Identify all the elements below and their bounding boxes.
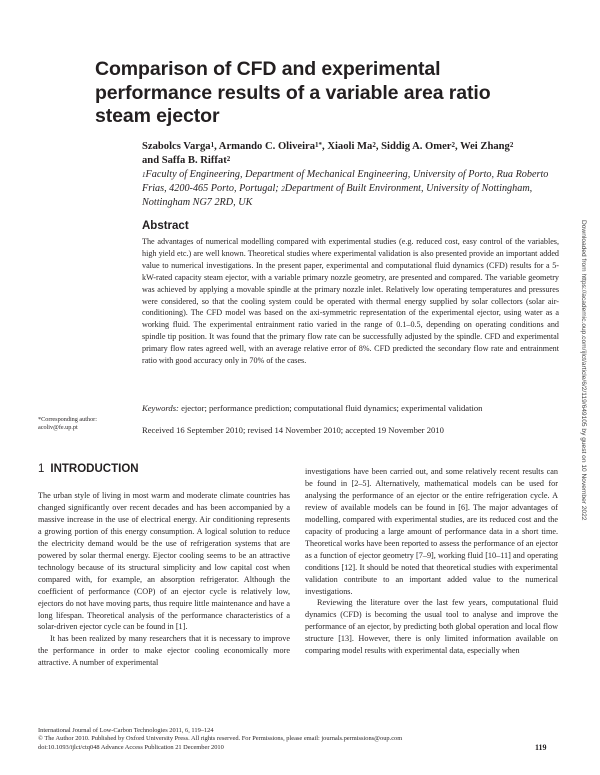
- paper-title: Comparison of CFD and experimental performance results of a variable area ratio steam ejector: [95, 58, 491, 127]
- author-name: Xiaoli Ma: [327, 141, 373, 152]
- copyright-notice: © The Author 2010. Published by Oxford University Press. All rights reserved. For Permissions, please email: journals.permissions@oup.com: [38, 735, 403, 743]
- download-watermark: Downloaded from https://academic.oup.com/ijlct/article/6/2/119/649105 by guest on 10 November 2022: [580, 220, 587, 521]
- body-paragraph: It has been realized by many researchers that it is necessary to improve the performance in order to make ejector cooling economically more attractive. A number of experimental: [38, 634, 290, 668]
- body-paragraph: investigations have been carried out, and some relatively recent results can be found in [2–5]. Alternatively, mathematical models can be used for analysing the performance of an ejector or the entire refrigeration cycle. A review of available models can be found in [6]. The major advantages of modelling, compared with experimental studies, are its reduced cost and the capacity of producing a large amount of performance data in a short time. Theoretical works have been reported to assess the performance of an ejector as a function of ejector geometry [7–9], working fluid [10–11] and operating conditions [12]. It should be noted that theoretical studies with experimental validation contribute to an important added value to the numerical investigations.: [305, 467, 558, 596]
- affiliation-1: Faculty of Engineering, Department of Mechanical Engineering, University of Porto, Rua Roberto Frias, 4200-465 Porto, Portugal;: [142, 169, 549, 194]
- keywords-text: ejector; performance prediction; computational fluid dynamics; experimental validation: [181, 403, 483, 413]
- journal-citation: International Journal of Low-Carbon Technologies 2011, 6, 119–124: [38, 727, 214, 734]
- author-affiliation-mark: 2: [509, 141, 514, 149]
- author-name: Armando C. Oliveira: [218, 141, 316, 152]
- author-name: Szabolcs Varga: [142, 141, 211, 152]
- keywords: [142, 402, 562, 414]
- corresponding-label: *Corresponding author:: [38, 416, 97, 423]
- body-paragraph: Reviewing the literature over the last few years, computational fluid dynamics (CFD) is becoming the usual tool to analyse and improve the performance of an ejector, by predicting both global operation and local flow structure [13]. However, there is only limited information available on comparing model results with experimental data, especially when: [305, 598, 558, 656]
- corresponding-email[interactable]: acoliv@fe.up.pt: [38, 424, 78, 431]
- affiliation-mark: 2: [281, 185, 285, 193]
- affiliations: [142, 168, 562, 210]
- author-affiliation-mark: 2: [451, 141, 455, 149]
- section-number: 1: [38, 463, 45, 475]
- author-name: Wei Zhang: [460, 141, 510, 152]
- left-column: [38, 490, 290, 669]
- page-number: 119: [535, 743, 547, 752]
- author-line-1: Szabolcs Varga$^1$, Armando C. Oliveira$^{1*}$, Xiaoli Ma$^2$, Siddig A. Omer$^2$, Wei Zhang$^2$: [142, 141, 514, 152]
- body-paragraph: The urban style of living in most warm and moderate climate countries has changed significantly over recent decades and has been accompanied by a massive increase in the use of electrical energy. Air conditioning represents a growing portion of this energy consumption. A logical solution to reduce the electricity demand would be the use of refrigeration systems that are powered by solar thermal energy. Ejector cooling seems to be an attractive technology because of its structural simplicity and low capital cost when compared with, for example, an absorption refrigerator. Although the coefficient of performance (COP) of an ejector cycle is relatively low, ejectors do not have moving parts, thus require little maintenance and have a long lifespan. Theoretical analysis of the performance characteristics of a solar-driven ejector cycle can be found in [1].: [38, 491, 290, 632]
- author-name: Siddig A. Omer: [381, 141, 452, 152]
- keywords-label: Keywords:: [142, 403, 179, 413]
- affiliation-mark: 1: [142, 171, 146, 179]
- author-affiliation-mark: 2: [372, 141, 376, 149]
- abstract-body: The advantages of numerical modelling compared with experimental studies (e.g. reduced cost, easy control of the variables, high yield etc.) are well known. Theoretical studies where experimental validation is also presented provide an important added value to numerical investigations. In the present paper, experimental and computational fluid dynamics (CFD) results for a 5-kW-rated capacity steam ejector, with a variable primary nozzle geometry, are presented and compared. The variable geometry was achieved by applying a movable spindle at the primary nozzle inlet. Relatively low operating temperatures and pressures were considered, so that the cooling system could be operated with thermal energy supplied by solar collectors (solar air-conditioning). The CFD model was based on the axi-symmetric representation of the experimental ejector, using water as a working fluid. The experimental entrainment ratio varied in the range of 0.1–0.5, depending on operating conditions and spindle tip position. It was found that the primary flow rate can be successfully adjusted by the spindle. CFD and experimental primary flow rates agreed well, with an average relative error of 8%. CFD predicted the secondary flow rate and entrainment ratio with good accuracy only in 70% of the cases.: [142, 237, 559, 366]
- corresponding-author: [38, 416, 138, 432]
- doi-line: doi:10.1093/ijlct/ctq048 Advance Access Publication 21 December 2010: [38, 743, 224, 751]
- received-dates: Received 16 September 2010; revised 14 November 2010; accepted 19 November 2010: [142, 425, 444, 435]
- author-name: and Saffa B. Riffat: [142, 154, 227, 166]
- author-affiliation-mark: 1: [210, 141, 215, 149]
- author-affiliation-mark: 1*: [315, 141, 323, 149]
- section-title: INTRODUCTION: [50, 463, 139, 475]
- page-footer: [38, 727, 518, 752]
- author-list: [142, 140, 562, 167]
- right-column: [305, 466, 558, 657]
- author-affiliation-mark: 2: [226, 154, 231, 163]
- abstract-heading: Abstract: [142, 220, 189, 232]
- affiliation-2: Department of Built Environment, University of Nottingham, Nottingham NG7 2RD, UK: [142, 183, 533, 208]
- section-heading: [38, 463, 139, 475]
- author-line-2: [142, 154, 562, 168]
